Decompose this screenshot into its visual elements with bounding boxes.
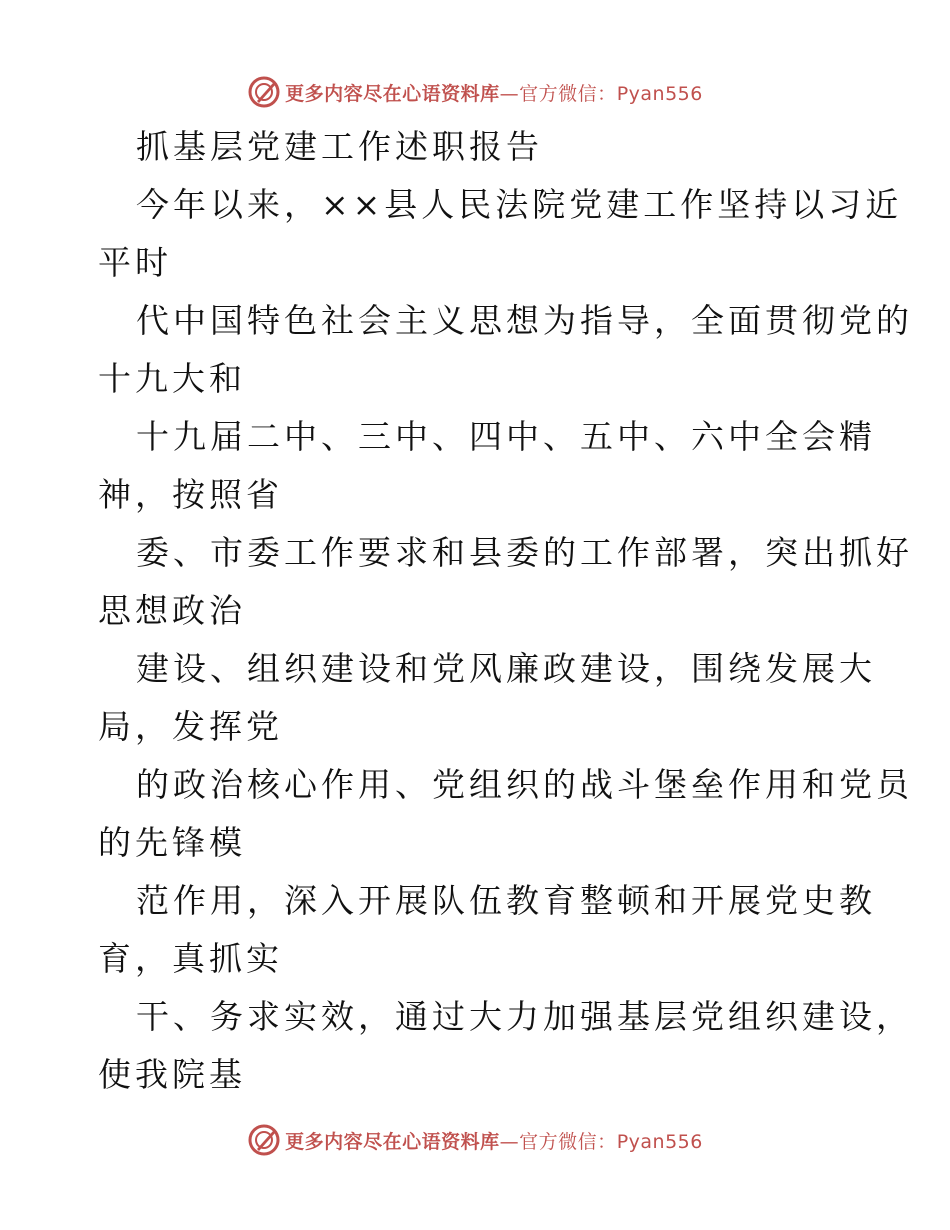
document-body <box>98 118 913 1104</box>
paragraph-line: 建设、组织建设和党风廉政建设，围绕发展大 <box>136 649 876 688</box>
paragraph-line: 十九届二中、三中、四中、五中、六中全会精 <box>136 417 876 456</box>
paragraph-line: 范作用，深入开展队伍教育整顿和开展党史教 <box>136 881 876 920</box>
watermark-text: 更多内容尽在心语资料库—官方微信：Pyan556 <box>285 82 703 105</box>
paragraph-line: 使我院基 <box>98 1055 246 1094</box>
paragraph-line: 思想政治 <box>98 591 246 630</box>
pen-logo-icon <box>247 75 281 109</box>
paragraph-line: 代中国特色社会主义思想为指导，全面贯彻党的 <box>136 301 913 340</box>
pen-logo-icon <box>247 1123 281 1157</box>
header-watermark <box>0 72 950 112</box>
paragraph-line: 局，发挥党 <box>98 707 283 746</box>
paragraph-line: 今年以来，××县人民法院党建工作坚持以习近 <box>136 185 903 224</box>
paragraph-line: 的先锋模 <box>98 823 246 862</box>
paragraph-line: 育，真抓实 <box>98 939 283 978</box>
footer-watermark <box>0 1120 950 1160</box>
paragraph-line: 的政治核心作用、党组织的战斗堡垒作用和党员 <box>136 765 913 804</box>
paragraph-line: 干、务求实效，通过大力加强基层党组织建设， <box>136 997 913 1036</box>
watermark-text: 更多内容尽在心语资料库—官方微信：Pyan556 <box>285 1130 703 1153</box>
paragraph-line: 平时 <box>98 243 172 282</box>
paragraph-line: 委、市委工作要求和县委的工作部署，突出抓好 <box>136 533 913 572</box>
paragraph-line: 十九大和 <box>98 359 246 398</box>
document-title: 抓基层党建工作述职报告 <box>136 127 543 166</box>
paragraph-line: 神，按照省 <box>98 475 283 514</box>
